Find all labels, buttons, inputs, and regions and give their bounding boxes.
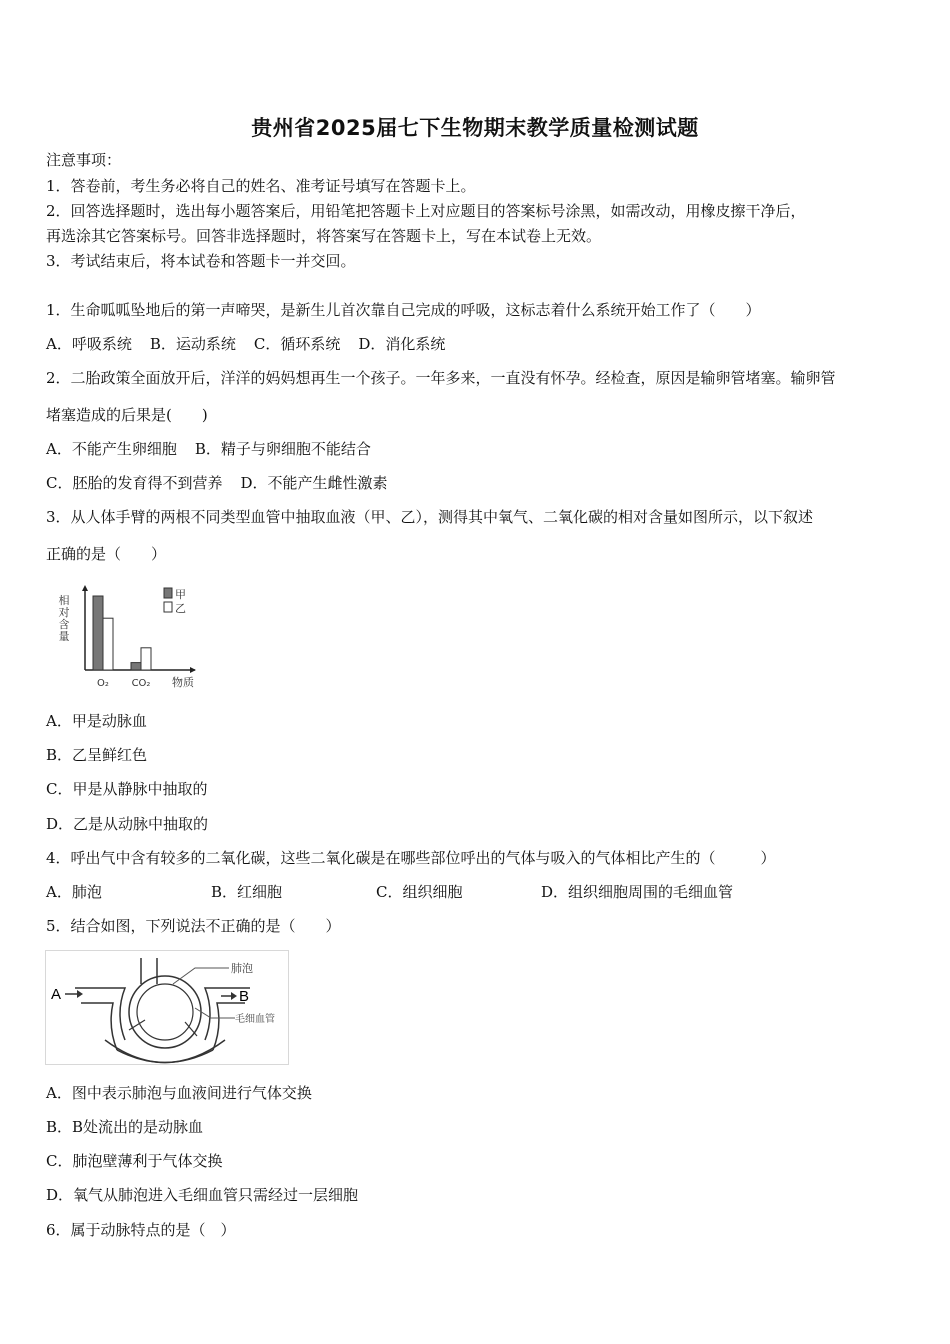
bar-乙-0	[103, 618, 113, 670]
q3-option-c[interactable]: C．甲是从静脉中抽取的	[46, 780, 208, 798]
x-tick-label: O₂	[97, 678, 109, 689]
label-alveolus: 肺泡	[231, 962, 253, 975]
q1-stem: 1．生命呱呱坠地后的第一声啼哭，是新生儿首次靠自己完成的呼吸，这标志着什么系统开始工作了（ ）	[46, 301, 761, 319]
bar-甲-1	[131, 663, 141, 670]
capillary-bottom-outer	[105, 1040, 225, 1063]
q5-option-d[interactable]: D．氧气从肺泡进入毛细血管只需经过一层细胞	[46, 1186, 359, 1204]
q2-stem: 2．二胎政策全面放开后，洋洋的妈妈想再生一个孩子。一年多来，一直没有怀孕。经检查，原因是输卵管堵塞。输卵管	[46, 369, 836, 387]
q5-option-c[interactable]: C．肺泡壁薄利于气体交换	[46, 1152, 223, 1170]
label-b: B	[239, 988, 250, 1005]
pointer-alveolus	[173, 968, 229, 984]
q4-option-b[interactable]: B．红细胞	[211, 883, 283, 901]
notice-heading: 注意事项：	[46, 151, 122, 169]
x-axis-arrow	[190, 667, 196, 673]
capillary-wall-left	[81, 1003, 117, 1050]
q2-options-row2	[46, 473, 406, 493]
q1-option-d[interactable]: D．消化系统	[358, 335, 446, 353]
capillary-wall-right	[213, 1003, 245, 1050]
q1-options	[46, 334, 463, 354]
q2-option-c[interactable]: C．胚胎的发育得不到营养	[46, 474, 223, 492]
q2-option-d[interactable]: D．不能产生雌性激素	[240, 474, 388, 492]
q6-stem: 6．属于动脉特点的是（ ）	[46, 1221, 236, 1239]
q3-option-d[interactable]: D．乙是从动脉中抽取的	[46, 815, 209, 833]
q4-option-a[interactable]: A．肺泡	[46, 883, 102, 901]
notice-item: 再选涂其它答案标号。回答非选择题时，将答案写在答题卡上，写在本试卷上无效。	[46, 227, 602, 245]
x-tick-label: CO₂	[131, 678, 151, 689]
label-capillary: 毛细血管	[235, 1014, 275, 1025]
q5-option-b[interactable]: B．B处流出的是动脉血	[46, 1118, 204, 1136]
notice-item: 3．考试结束后，将本试卷和答题卡一并交回。	[46, 252, 356, 270]
q3-stem: 3．从人体手臂的两根不同类型血管中抽取血液（甲、乙），测得其中氧气、二氧化碳的相对含量如图所示，以下叙述	[46, 508, 814, 526]
alveolus-circle	[129, 976, 201, 1048]
legend-label-甲: 甲	[175, 588, 186, 601]
q3-option-a[interactable]: A．甲是动脉血	[46, 712, 147, 730]
q3-option-b[interactable]: B．乙呈鲜红色	[46, 746, 148, 764]
q2-stem-cont: 堵塞造成的后果是( )	[46, 406, 208, 424]
q5-stem: 5．结合如图，下列说法不正确的是（ ）	[46, 917, 341, 935]
page-title: 贵州省2025届七下生物期末教学质量检测试题	[251, 116, 699, 140]
q1-option-a[interactable]: A．呼吸系统	[46, 335, 132, 353]
q2-option-b[interactable]: B．精子与卵细胞不能结合	[194, 440, 371, 458]
q4-option-c[interactable]: C．组织细胞	[376, 883, 463, 901]
label-a: A	[51, 986, 62, 1003]
capillary-outer-left	[75, 988, 125, 1040]
q4-options	[46, 882, 733, 902]
y-axis-label: 相对含量	[58, 594, 70, 643]
legend-label-乙: 乙	[175, 602, 186, 615]
y-axis-arrow	[82, 585, 88, 591]
bar-甲-0	[93, 596, 103, 670]
q4-stem: 4．呼出气中含有较多的二氧化碳，这些二氧化碳是在哪些部位呼出的气体与吸入的气体相比产生的（ ）	[46, 849, 776, 867]
notice-item: 1．答卷前，考生务必将自己的姓名、准考证号填写在答题卡上。	[46, 177, 476, 195]
arrow-a-head	[77, 990, 83, 998]
q3-bar-chart	[50, 582, 210, 694]
x-axis-label: 物质	[172, 676, 194, 689]
q2-options-row1	[46, 439, 389, 459]
q3-stem-cont: 正确的是（ ）	[46, 545, 167, 563]
legend-swatch-乙	[164, 602, 172, 612]
bar-乙-1	[141, 648, 151, 670]
arrow-b-head	[231, 992, 237, 1000]
q5-option-a[interactable]: A．图中表示肺泡与血液间进行气体交换	[46, 1084, 312, 1102]
legend-swatch-甲	[164, 588, 172, 598]
notice-item: 2．回答选择题时，选出每小题答案后，用铅笔把答题卡上对应题目的答案标号涂黑，如需改动，用橡皮擦干净后，	[46, 202, 806, 220]
q4-option-d[interactable]: D．组织细胞周围的毛细血管	[541, 883, 734, 901]
q1-option-b[interactable]: B．运动系统	[149, 335, 236, 353]
alveolus-diagram	[45, 950, 290, 1066]
q2-option-a[interactable]: A．不能产生卵细胞	[46, 440, 177, 458]
q1-option-c[interactable]: C．循环系统	[253, 335, 341, 353]
alveolus-inner	[137, 984, 193, 1040]
